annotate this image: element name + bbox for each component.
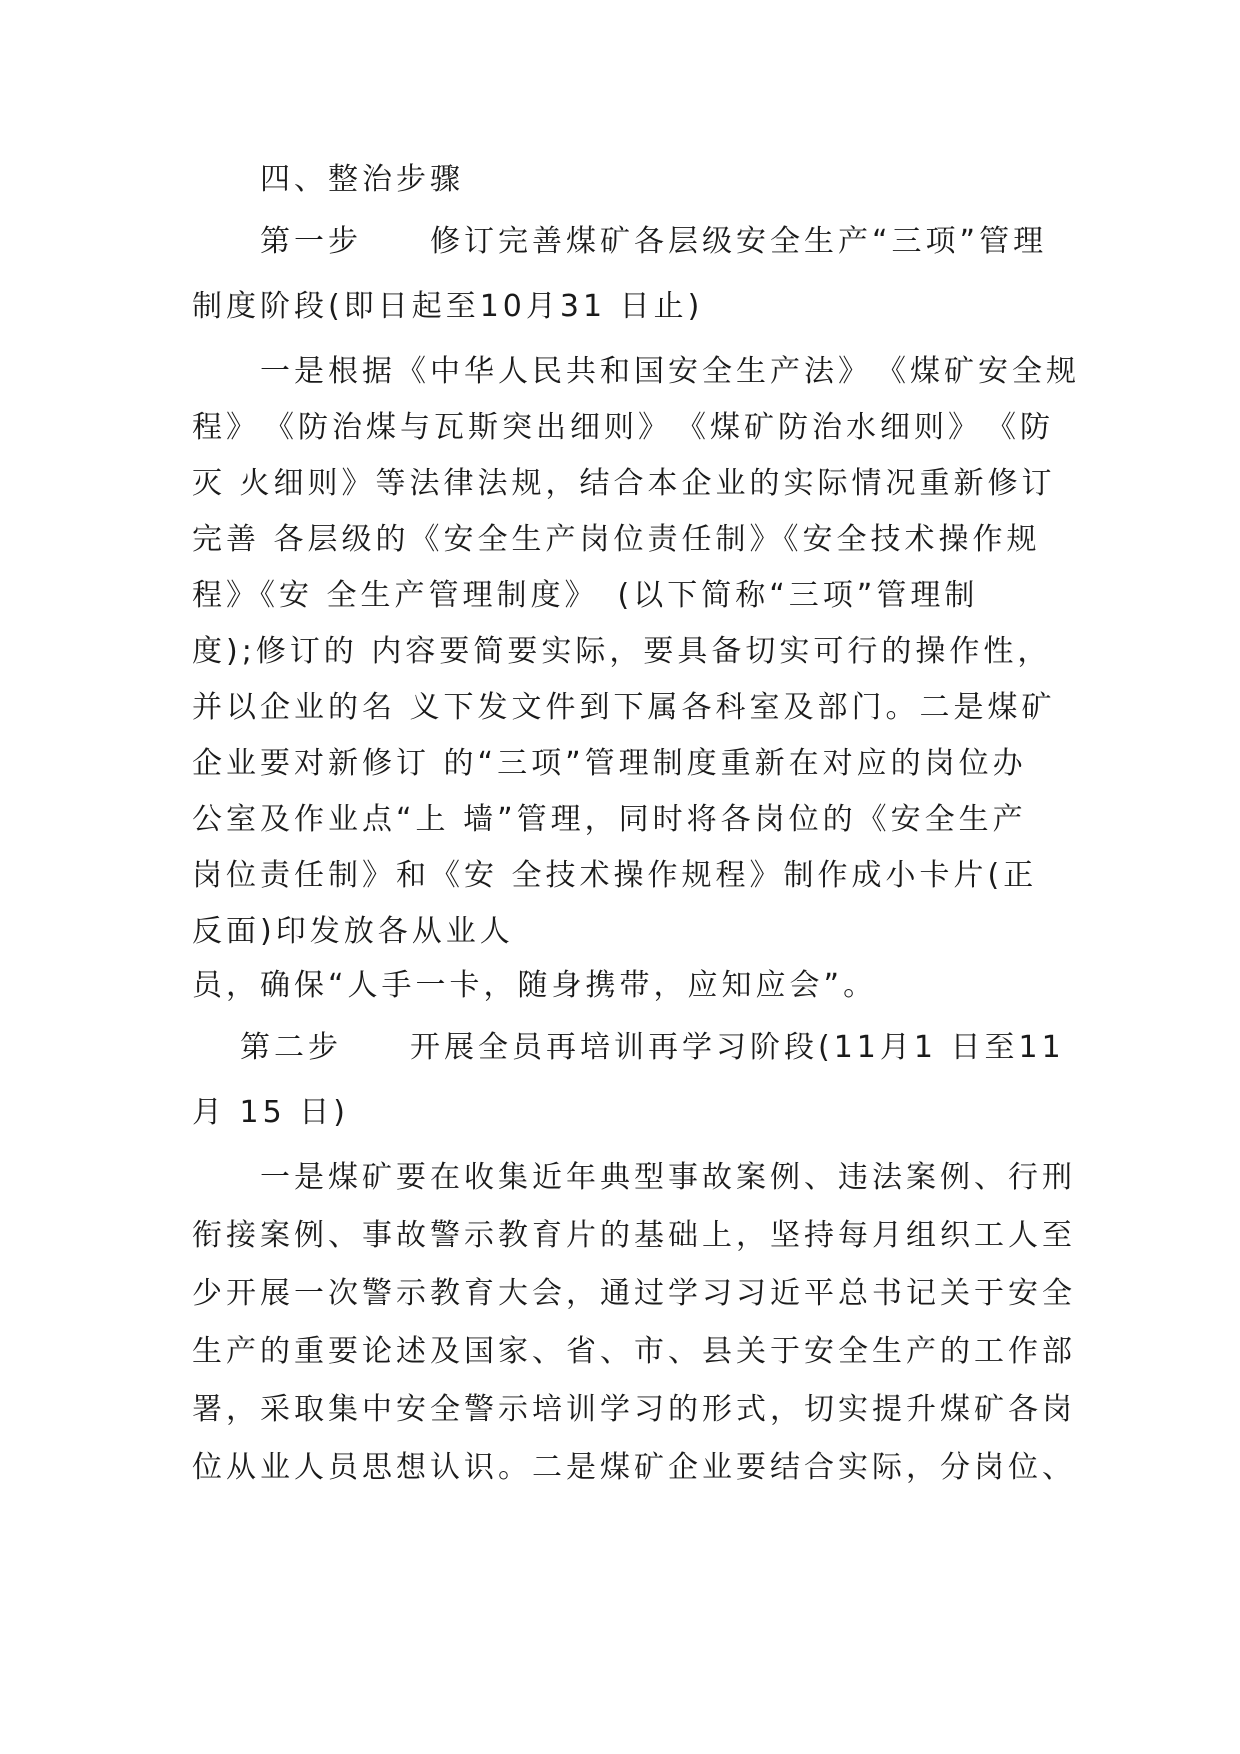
step1-body-line: 完善 各层级的《安全生产岗位责任制》《安全技术操作规 [192,522,1041,557]
step1-body-line: 企业要对新修订 的“三项”管理制度重新在对应的岗位办 [192,746,1027,781]
step1-body-line: 岗位责任制》和《安 全技术操作规程》制作成小卡片(正 [192,858,1038,893]
step2-body-line: 衔接案例、事故警示教育片的基础上，坚持每月组织工人至 [192,1218,1076,1253]
step2-body-line: 生产的重要论述及国家、省、市、县关于安全生产的工作部 [192,1334,1076,1369]
step1-body-line: 灭 火细则》等法律法规，结合本企业的实际情况重新修订 [192,466,1056,501]
step1-body-line: 并以企业的名 义下发文件到下属各科室及部门。二是煤矿 [192,690,1056,725]
step2-body-line: 一是煤矿要在收集近年典型事故案例、违法案例、行刑 [260,1160,1076,1195]
step1-body-line: 反面)印发放各从业人 [192,914,514,949]
step2-title-line2: 月 15 日) [192,1095,349,1130]
step2-body-line: 少开展一次警示教育大会，通过学习习近平总书记关于安全 [192,1276,1076,1311]
step1-title-line1: 第一步 修订完善煤矿各层级安全生产“三项”管理 [260,224,1048,259]
step1-body-line: 一是根据《中华人民共和国安全生产法》 《煤矿安全规 [260,354,1080,389]
step1-body-line: 度);修订的 内容要简要实际，要具备切实可行的操作性， [192,634,1052,669]
step2-title-line1: 第二步 开展全员再培训再学习阶段(11月1 日至11 [240,1030,1065,1065]
section-heading: 四、整治步骤 [260,162,464,197]
step1-body-line: 程》 《防治煤与瓦斯突出细则》 《煤矿防治水细则》 《防 [192,410,1054,445]
step1-body-line: 员，确保“人手一卡，随身携带，应知应会”。 [192,968,878,1003]
step1-title-line2: 制度阶段(即日起至10月31 日止) [192,289,704,324]
step1-body-line: 程》《安 全生产管理制度》 (以下简称“三项”管理制 [192,578,979,613]
step2-body-line: 署，采取集中安全警示培训学习的形式，切实提升煤矿各岗 [192,1392,1076,1427]
step1-body-line: 公室及作业点“上 墙”管理，同时将各岗位的《安全生产 [192,802,1027,837]
step2-body-line: 位从业人员思想认识。二是煤矿企业要结合实际，分岗位、 [192,1450,1076,1485]
